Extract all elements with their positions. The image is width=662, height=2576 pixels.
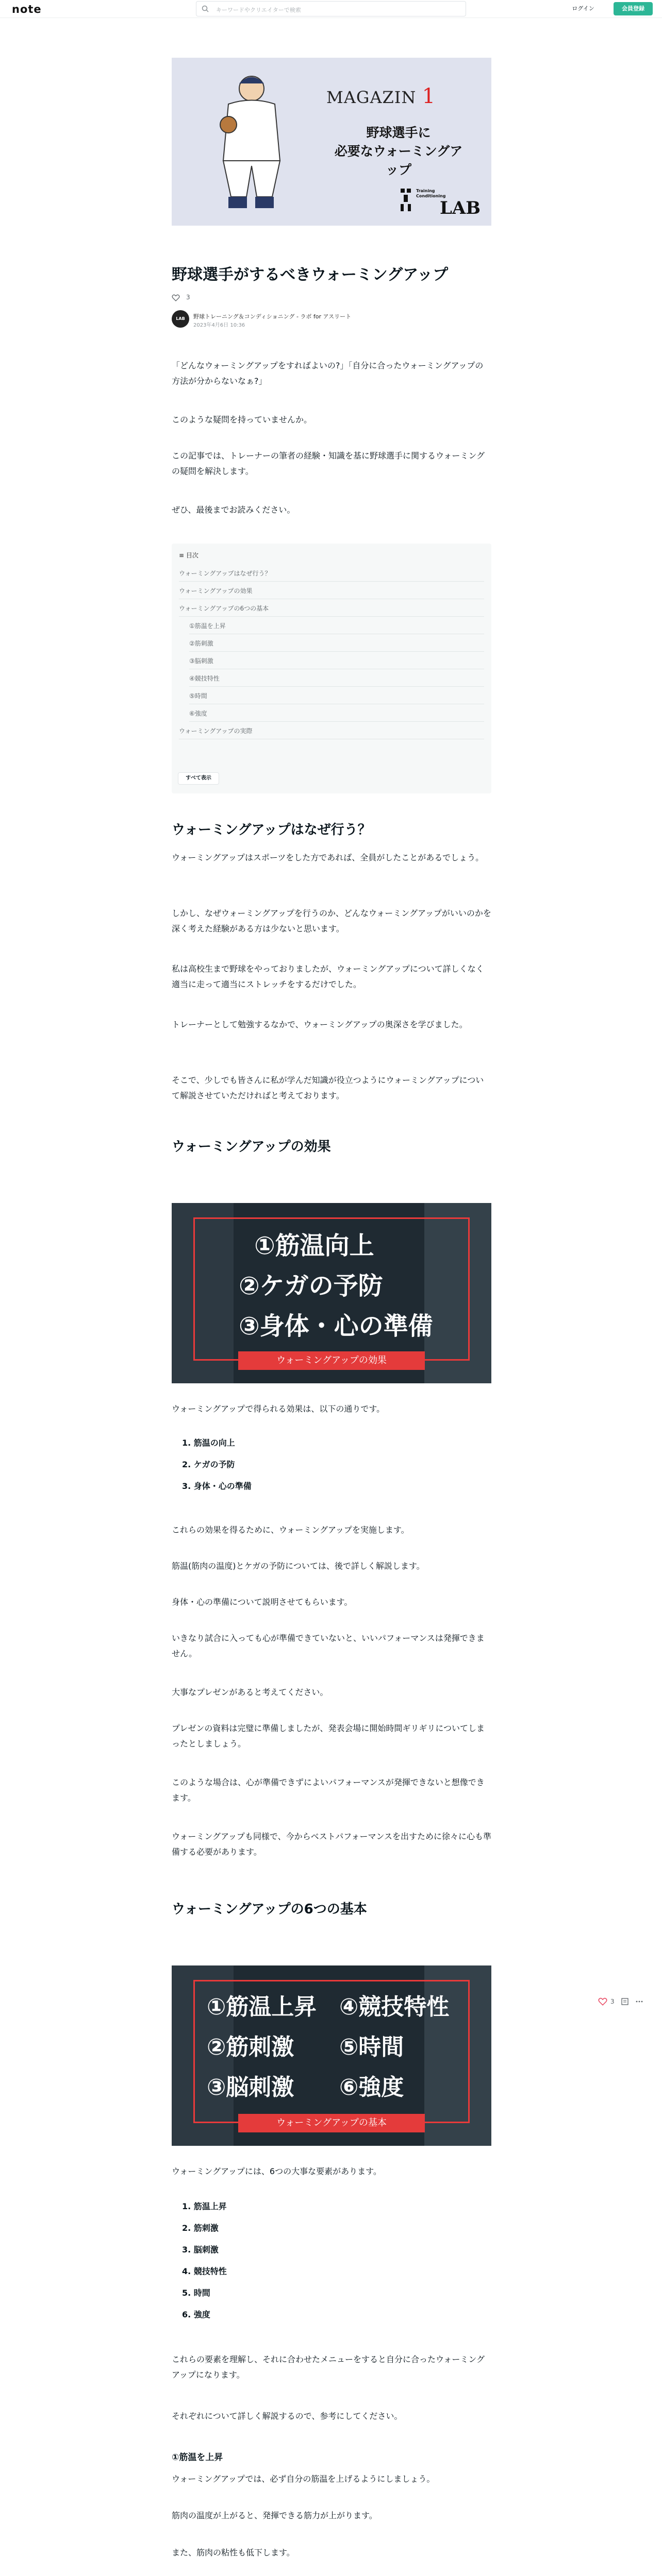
author-row	[172, 309, 491, 330]
article-title: 野球選手がするべきウォーミングアップ	[172, 266, 449, 284]
intro-paragraph: この記事では、トレーナーの筆者の経験・知識を基に野球選手に関するウォーミングの疑問を解決します。	[172, 451, 485, 476]
search-placeholder: キーワードやクリエイターで検索	[216, 7, 301, 13]
paragraph: また、筋肉の粘性も低下します。	[172, 2548, 295, 2557]
lab-logo-subtext: Training Conditioning	[416, 189, 446, 198]
lab-logo-figure	[400, 188, 415, 213]
list-item: 4. 競技特性	[182, 2266, 227, 2276]
banner-caption: ウォーミングアップの効果	[238, 1351, 425, 1370]
subsection-heading: ①筋温を上昇	[172, 2452, 223, 2463]
banner-line: ②筋刺激	[207, 2034, 294, 2060]
toc-item[interactable]: ④競技特性	[189, 670, 484, 687]
login-button[interactable]: ログイン	[572, 5, 594, 12]
banner-line: ⑥強度	[339, 2074, 404, 2100]
paragraph: いきなり試合に入っても心が準備できていないと、いいパフォーマンスは発揮できません。	[172, 1633, 485, 1658]
intro-paragraph: このような疑問を持っていませんか。	[172, 415, 312, 425]
author-name[interactable]: 野球トレーニング＆コンディショニング - ラボ for アスリート	[193, 313, 352, 320]
list-item: 3. 脳刺激	[182, 2245, 219, 2255]
basics-list	[182, 2196, 491, 2326]
paragraph: 筋肉の温度が上がると、発揮できる筋力が上がります。	[172, 2511, 377, 2520]
intro-paragraph: 「どんなウォーミングアップをすればよいの?」「自分に合ったウォーミングアップの方法が分からないなぁ?」	[172, 361, 484, 386]
toc-list-icon: ≡	[179, 552, 186, 559]
toc-item[interactable]: ウォーミングアップはなぜ行う？	[179, 565, 484, 582]
list-item: 2. 筋刺激	[182, 2223, 219, 2233]
cover-magazine-title: MAGAZIN 1	[326, 84, 436, 108]
paragraph: プレゼンの資料は完璧に準備しましたが、発表会場に開始時間ギリギリについてしまったとしましょう。	[172, 1723, 485, 1749]
intro-paragraph: ぜひ、最後までお読みください。	[172, 505, 295, 515]
list-item: 1. 筋温の向上	[182, 1438, 235, 1448]
avatar[interactable]: LAB	[172, 310, 189, 328]
paragraph: それぞれについて詳しく解説するので、参考にしてください。	[172, 2411, 403, 2421]
cover-subtitle: 野球選手に 必要なウォーミングアップ	[334, 125, 463, 177]
publish-date: 2023年4月6日 10:36	[193, 323, 245, 328]
list-item: 1. 筋温上昇	[182, 2201, 227, 2211]
toc-item[interactable]: ②筋刺激	[189, 635, 484, 652]
table-of-contents	[172, 544, 491, 793]
paragraph: 私は高校生まで野球をやっておりましたが、ウォーミングアップについて詳しくなく適当に走って適当にストレッチをするだけでした。	[172, 964, 484, 989]
paragraph: ウォーミングアップで得られる効果は、以下の通りです。	[172, 1404, 385, 1414]
paragraph: このような場合は、心が準備できずによいパフォーマンスが発揮できないと想像できます。	[172, 1777, 485, 1803]
paragraph: これらの要素を理解し、それに合わせたメニューをすると自分に合ったウォーミングアップになります。	[172, 2354, 485, 2380]
effects-banner-image	[172, 1203, 491, 1383]
paragraph: ウォーミングアップでは、必ず自分の筋温を上げるようにしましょう。	[172, 2474, 435, 2484]
paragraph: 身体・心の準備について説明させてもらいます。	[172, 1597, 353, 1607]
heart-icon[interactable]	[598, 1997, 607, 2006]
cover-image	[172, 58, 491, 226]
banner-caption: ウォーミングアップの基本	[238, 2114, 425, 2132]
paragraph: 筋温(筋肉の温度)とケガの予防については、後で詳しく解説します。	[172, 1561, 425, 1571]
banner-line: ⑤時間	[339, 2034, 404, 2060]
toc-item[interactable]: ③脳刺激	[189, 653, 484, 669]
toc-item[interactable]: ⑤時間	[189, 688, 484, 704]
lab-logo-text: LAB	[440, 198, 481, 218]
baseball-player-illustration	[208, 68, 295, 217]
magazine-add-icon[interactable]	[621, 1997, 629, 2006]
more-icon[interactable]	[635, 1997, 643, 2006]
banner-line: ①筋温上昇	[207, 1994, 317, 2020]
banner-line: ③脳刺激	[207, 2074, 294, 2100]
toc-item[interactable]: ウォーミングアップの6つの基本	[179, 600, 484, 617]
basics-banner-image	[172, 1965, 491, 2146]
heart-icon[interactable]	[172, 294, 180, 302]
list-item: 2. ケガの予防	[182, 1460, 235, 1469]
search-icon	[202, 5, 209, 12]
site-header	[0, 0, 662, 18]
section-heading: ウォーミングアップの効果	[172, 1139, 331, 1155]
note-logo[interactable]: note	[12, 3, 42, 15]
paragraph: そこで、少しでも皆さんに私が学んだ知識が役立つようにウォーミングアップについて解説させていただければと考えております。	[172, 1075, 484, 1100]
signup-button[interactable]: 会員登録	[614, 2, 653, 15]
paragraph: ウォーミングアップも同様で、今からベストパフォーマンスを出すために徐々に心も準備する必要があります。	[172, 1832, 492, 1857]
show-all-button[interactable]: すべて表示	[178, 772, 219, 785]
toc-heading: ≡ 目次	[179, 552, 198, 559]
like-count: 3	[610, 1998, 615, 2005]
toc-item[interactable]: ①筋温を上昇	[189, 618, 484, 634]
paragraph: ウォーミングアップはスポーツをした方であれば、全員がしたことがあるでしょう。	[172, 853, 484, 862]
like-count: 3	[186, 294, 190, 301]
paragraph: しかし、なぜウォーミングアップを行うのか、どんなウォーミングアップがいいのかを深く考えた経験がある方は少ないと思います。	[172, 908, 491, 934]
toc-item[interactable]: ⑥強度	[189, 705, 484, 722]
paragraph: これらの効果を得るために、ウォーミングアップを実施します。	[172, 1525, 409, 1535]
search-input[interactable]	[196, 1, 466, 16]
banner-line: ①筋温向上	[254, 1231, 374, 1260]
toc-item[interactable]: ウォーミングアップの実際	[179, 723, 484, 739]
section-heading: ウォーミングアップはなぜ行う？	[172, 822, 371, 838]
toc-item[interactable]: ウォーミングアップの効果	[179, 583, 484, 599]
banner-line: ②ケガの予防	[239, 1272, 383, 1300]
banner-line: ④競技特性	[339, 1994, 450, 2020]
list-item: 5. 時間	[182, 2288, 210, 2298]
paragraph: トレーナーとして勉強するなかで、ウォーミングアップの奥深さを学びました。	[172, 1020, 468, 1029]
paragraph: 大事なプレゼンがあると考えてください。	[172, 1687, 328, 1697]
list-item: 6. 強度	[182, 2310, 210, 2319]
section-heading: ウォーミングアップの6つの基本	[172, 1902, 367, 1917]
banner-line: ③身体・心の準備	[239, 1312, 433, 1341]
effects-list	[182, 1432, 491, 1497]
paragraph: ウォーミングアップには、6つの大事な要素があります。	[172, 2166, 382, 2176]
list-item: 3. 身体・心の準備	[182, 1481, 252, 1491]
